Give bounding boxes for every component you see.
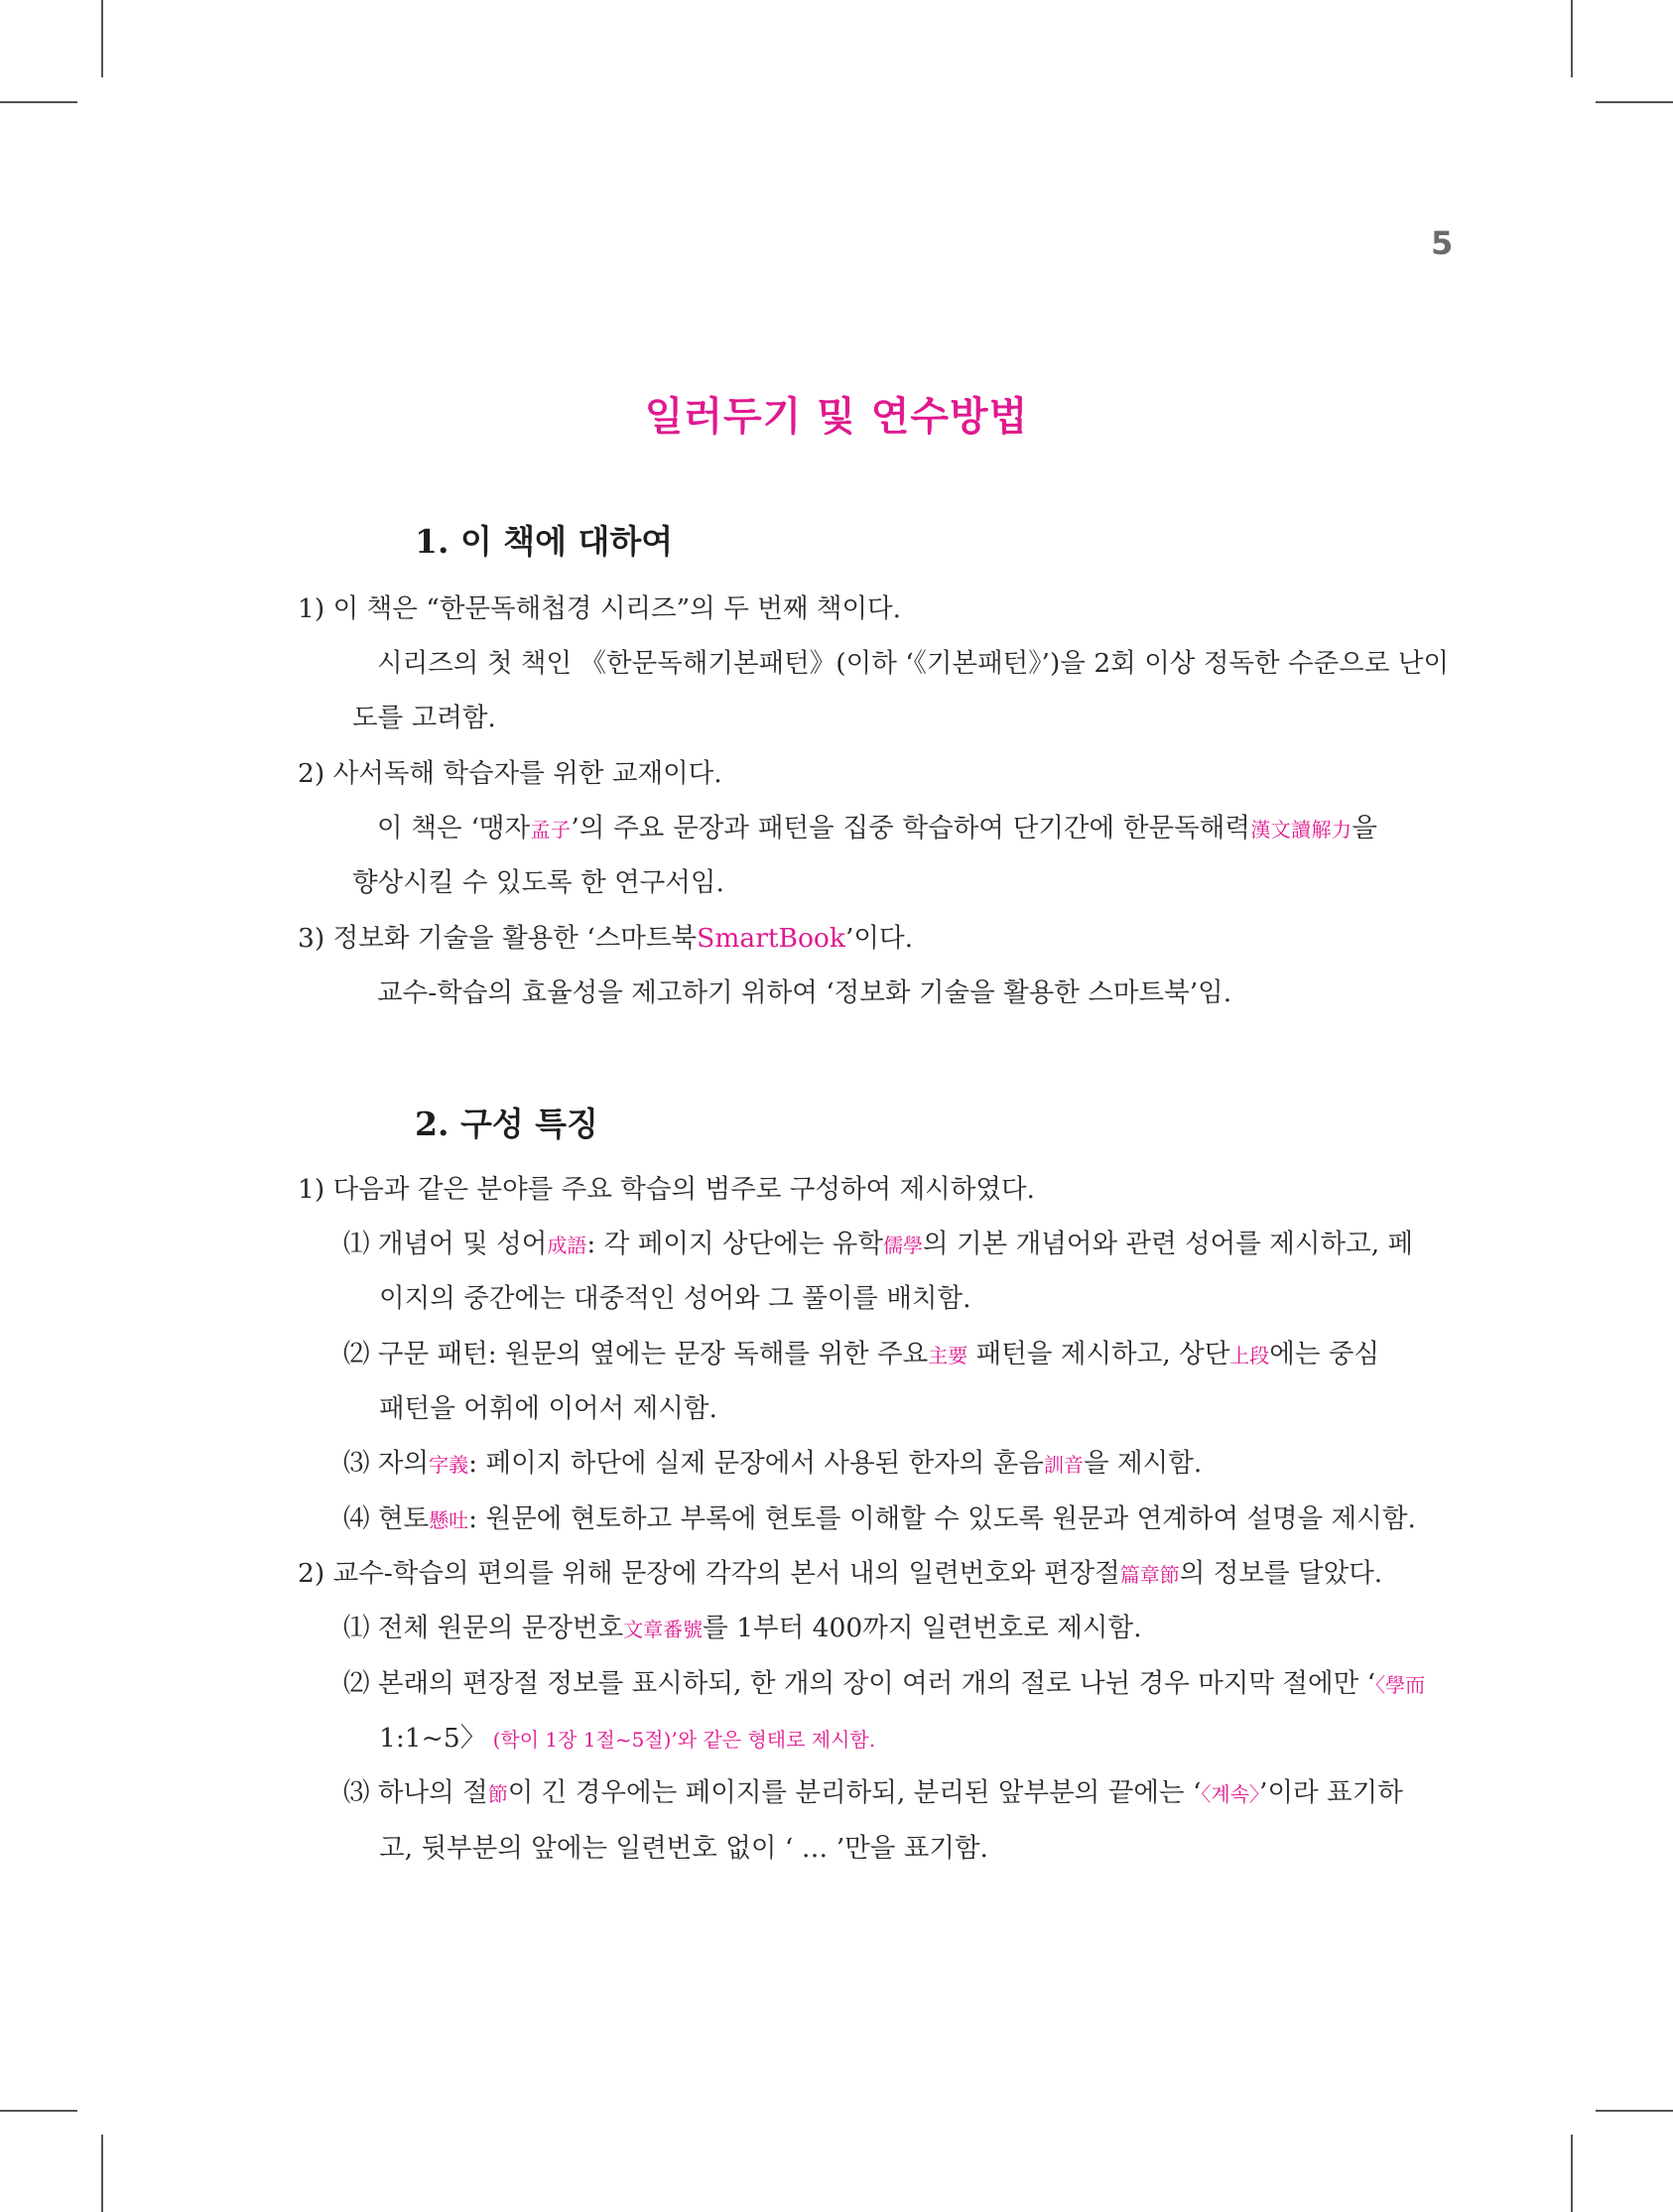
crop-mark: [0, 2110, 77, 2112]
text-line: ⑷ 현토懸吐: 원문에 현토하고 부록에 현토를 이해할 수 있도록 원문과 연계하여 설명을 제시함.: [343, 1503, 1416, 1534]
crop-mark: [1571, 2135, 1573, 2212]
text-line: ⑵ 구문 패턴: 원문의 옆에는 문장 독해를 위한 주요主要 패턴을 제시하고, 상단上段에는 중심: [343, 1339, 1380, 1369]
accent-annotation: 文章番號: [623, 1618, 704, 1641]
accent-annotation: 主要: [928, 1344, 968, 1367]
accent-annotation: (학이 1장 1절~5절)’와 같은 형태로 제시함.: [486, 1728, 876, 1752]
accent-annotation: SmartBook: [697, 923, 845, 954]
page-title: 일러두기 및 연수방법: [644, 394, 1029, 440]
text-line: ⑶ 자의字義: 페이지 하단에 실제 문장에서 사용된 한자의 훈음訓音을 제시함.: [343, 1448, 1203, 1479]
section-heading: 1. 이 책에 대하여: [415, 522, 674, 561]
text-line: 이 책은 ‘맹자孟子’의 주요 문장과 패턴을 집중 학습하여 단기간에 한문독해력漢文讀解力을: [377, 813, 1378, 844]
text-line: 교수-학습의 효율성을 제고하기 위하여 ‘정보화 기술을 활용한 스마트북’임.: [377, 977, 1232, 1008]
page-number: 5: [1431, 224, 1454, 262]
text-line: 향상시킬 수 있도록 한 연구서임.: [352, 867, 724, 898]
text-line: 2) 교수-학습의 편의를 위해 문장에 각각의 본서 내의 일련번호와 편장절篇章節의 정보를 달았다.: [298, 1558, 1383, 1589]
accent-annotation: 漢文讀解力: [1249, 818, 1352, 842]
crop-mark: [101, 2135, 103, 2212]
text-line: 이지의 중간에는 대중적인 성어와 그 풀이를 배치함.: [379, 1283, 971, 1314]
text-line: ⑴ 전체 원문의 문장번호文章番號를 1부터 400까지 일련번호로 제시함.: [343, 1613, 1142, 1643]
crop-mark: [1596, 101, 1673, 103]
accent-annotation: 篇章節: [1119, 1563, 1180, 1587]
accent-annotation: 字義: [429, 1453, 469, 1477]
text-line: 패턴을 어휘에 이어서 제시함.: [379, 1393, 717, 1424]
text-line: 시리즈의 첫 책인 《한문독해기본패턴》(이하 ‘《기본패턴》’)을 2회 이상 정독한 수준으로 난이: [377, 648, 1450, 679]
text-line: 3) 정보화 기술을 활용한 ‘스마트북SmartBook’이다.: [298, 923, 913, 954]
accent-annotation: 懸吐: [429, 1508, 469, 1532]
text-line: 도를 고려함.: [352, 703, 496, 733]
accent-annotation: 儒學: [883, 1234, 923, 1257]
accent-annotation: 上段: [1229, 1344, 1270, 1367]
section-heading: 2. 구성 특징: [415, 1105, 598, 1143]
text-line: 고, 뒷부분의 앞에는 일련번호 없이 ‘ … ’만을 표기함.: [379, 1833, 988, 1864]
crop-mark: [0, 101, 77, 103]
accent-annotation: 孟子: [530, 818, 572, 842]
accent-annotation: 訓音: [1044, 1453, 1084, 1477]
accent-annotation: 〈學而: [1375, 1673, 1426, 1697]
text-line: 1) 이 책은 “한문독해첩경 시리즈”의 두 번째 책이다.: [298, 593, 902, 624]
crop-mark: [1571, 0, 1573, 77]
text-line: ⑵ 본래의 편장절 정보를 표시하되, 한 개의 장이 여러 개의 절로 나뉜 경우 마지막 절에만 ‘〈學而: [343, 1668, 1426, 1699]
crop-mark: [101, 0, 103, 77]
text-line: 1:1~5〉 (학이 1장 1절~5절)’와 같은 형태로 제시함.: [379, 1723, 876, 1754]
text-line: ⑴ 개념어 및 성어成語: 각 페이지 상단에는 유학儒學의 기본 개념어와 관련 성어를 제시하고, 페: [343, 1229, 1414, 1259]
accent-annotation: 節: [487, 1782, 508, 1806]
accent-annotation: 成語: [547, 1234, 587, 1257]
accent-annotation: 〈계속〉: [1201, 1782, 1260, 1806]
crop-mark: [1596, 2110, 1673, 2112]
text-line: 1) 다음과 같은 분야를 주요 학습의 범주로 구성하여 제시하였다.: [298, 1174, 1035, 1205]
text-line: ⑶ 하나의 절節이 긴 경우에는 페이지를 분리하되, 분리된 앞부분의 끝에는 ‘〈계속〉’이라 표기하: [343, 1777, 1403, 1808]
text-line: 2) 사서독해 학습자를 위한 교재이다.: [298, 758, 722, 789]
